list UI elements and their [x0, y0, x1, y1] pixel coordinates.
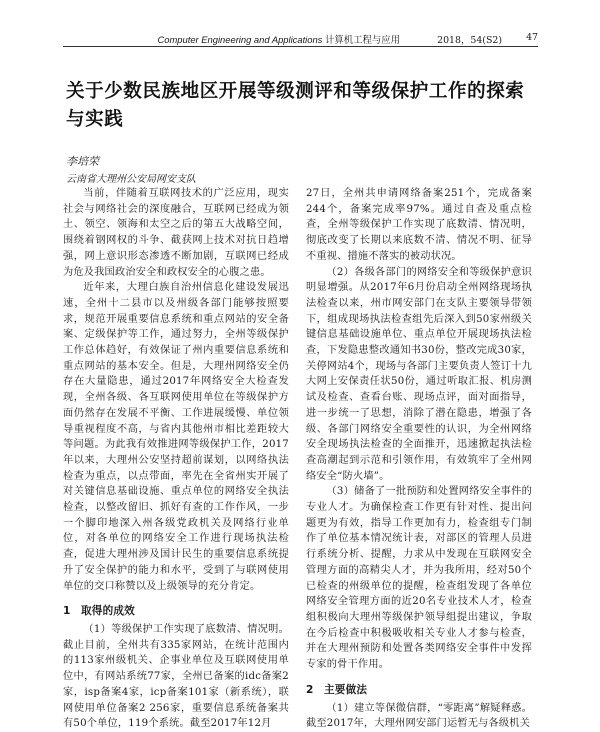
left-column: [63, 186, 289, 732]
page-header: [63, 28, 538, 47]
author-name: 李培荣: [66, 155, 99, 168]
page-number: 47: [526, 32, 538, 43]
section-heading: [306, 683, 532, 699]
article-title: 关于少数民族地区开展等级测评和等级保护工作的探索与实践: [66, 81, 525, 130]
section-title: 主要做法: [324, 683, 368, 696]
body-paragraph: （1）建立等保微信群，“零距离”解疑释惑。截至2017年，大理州网安部门运暂无与各级机关: [306, 702, 532, 730]
section-number: 2: [306, 683, 314, 696]
section-number: 1: [63, 605, 71, 618]
issue-info: 2018，54(S2): [437, 35, 502, 46]
body-paragraph: （1）等级保护工作实现了底数清、情况明。截止目前，全州共有335家网站，在统计范围内的113家州级机关、企事业单位及互联网使用单位中，有网站系统77家，全州已备案的idc备案2家，isp备案4家，icp备案101家（新系统），联网使用单位备案2 256家，重要信息系统备案共有50个单位，119个系统。截至2017年12月: [63, 623, 289, 730]
body-paragraph: 27日，全州共申请网络备案251个，完成备案244个，备案完成率97%。通过自查及重点检查，全州等级保护工作实现了底数清、情况明，彻底改变了长期以来底数不清、情况不明、征导不重视、措施不落实的被动状况。: [306, 188, 532, 262]
body-paragraph: 近年来，大理白族自治州信息化建设发展迅速，全州十二县市以及州级各部门能够按照要求，规范开展重要信息系统和重点网站的安全备案、定级保护等工作，通过努力，全州等级保护工作总体趋好，有效保证了州内重要信息系统和重点网站的基本安全。但是，大理州网络安全仍存在大量隐患，通过2017年网络安全大检查发现，全州各级、各互联网使用单位在等级保护方面仍然存在发展不平衡、工作进展缓慢、单位领导重视程度不高，与省内其他州市相比差距较大等问题。为此我有效推进网等级保护工作，2017年以来，大理州公安坚持超前谋划，以网络执法检查为重点，以点带面，率先在全省州实开展了对关键信息基础设施、重点单位的网络安全执法检查，以整改留旧、抓好有查的工作作风，一步一个脚印地深入州各级党政机关及网络行业单位，对各单位的网络安全工作进行现场执法检查，促进大理州涉及国计民生的重要信息系统提升了安全保护的能力和水平，受到了与联网使用单位的交口称赞以及上级领导的充分肯定。: [63, 282, 289, 592]
body-paragraph: （3）储备了一批预防和处置网络安全事件的专业人才。为确保检查工作更有针对性、提出问题更为有效，指导工作更加有力，检查组专门制作了单位基本情况统计表，对部区的管理人员进行系统分析、提醒，力求从中发现在互联网安全管理方面的高精尖人才，并为我所用，经对50个已检查的州级单位的提醒，检查组发现了各单位网络安全管理方面的近20名专业技术人才，检查组积极向大理州等级保护领导组提出建议，争取在今后检查中积极吸收相关专业人才参与检查，并在大理州预防和处置各类网络安全事件中发挥专家的骨干作用。: [306, 486, 532, 671]
section-title: 取得的成效: [81, 605, 135, 618]
author-affiliation: 云南省大理州公安局网安支队: [66, 174, 196, 185]
body-paragraph: 当前，伴随着互联网技术的广泛应用，现实社会与网络社会的深度融合，互联网已经成为领土、领空、领海和太空之后的第五大战略空间，围绕着钢网权的斗争、截获网上技术对抗日趋增强，网上意识形态渗透不断加剧，互联网已经成为危及我国政治安全和政权安全的心腹之患。: [63, 188, 289, 278]
right-column: [306, 186, 532, 732]
body-paragraph: （2）各级各部门的网络安全和等级保护意识明显增强。从2017年6月份启动全州网络现场执法检查以来，州市网安部门在支队主要领导带领下，组成现场执法检查组先后深入到50家州级关键信息基础设施单位、重点单位开展现场执法检查，下发隐患整改通知书30份，整改完成30家，关停网站4个，现场与各部门主要负责人签订十九大网上安保责任状50份，通过听取汇报、机房测试及检查、查看台账、现场点评，面对面指导，进一步统一了思想，消除了潜在隐患，增强了各级、各部门网络安全重要性的认识，为全州网络安全现场执法检查的全面推开，迅速掀起执法检查高潮起到示范和引领作用，有效筑牢了全州网络安全“防火墙”。: [306, 266, 532, 482]
section-heading: [63, 604, 289, 620]
journal-name: Computer Engineering and Applications 计算机工程与应用: [157, 34, 400, 45]
